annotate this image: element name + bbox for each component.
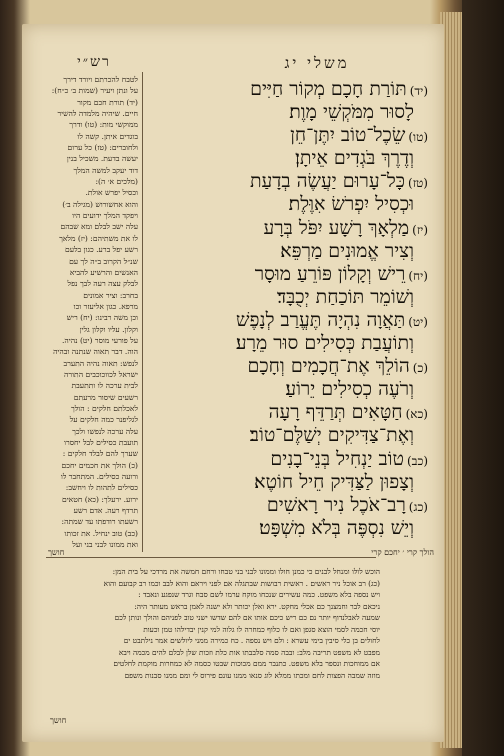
verse-line [166, 101, 428, 124]
rashi-line: וקלון. עליו וקלון גלין [79, 324, 138, 334]
verse-text: רָב־אֹכֶל נִיר רָאשִׁים [266, 493, 406, 516]
verse-text: טוֹב יַנְחִיל בְּנֵי־בָנִים [270, 447, 404, 470]
rashi-line: לאכלתם חלקים : הולך [71, 403, 138, 413]
verse-number: (יח) [408, 268, 428, 283]
verse-text: וְרֹעֶה כְסִילִים יֵרוֹעַ׃ [285, 378, 414, 401]
commentary-header: רש״י [77, 54, 111, 70]
footnote-line: מפבט לא משפט תריבה מלב: ובבה סמה סלבבתו אות כלת וזכות שלן לבלם להים מכמה ויבא [118, 647, 380, 657]
rashi-line: רשע יפל ברע. כגון בלעם [64, 245, 138, 255]
rashi-line: וכסיל יפרש אולת. [85, 188, 138, 198]
rashi-line: ולחוברים: (טז) כל ערום [67, 143, 138, 153]
footnote-line: (כג) רב אוכל ניר ראשים . ראשית רבושות שבתגלה אם לפני ויראם והוא לבב וכמו רב קבועם והוא [103, 578, 380, 588]
rashi-line: רשעים שיסור מרעתם [73, 392, 138, 402]
rashi-line: ואת ממונו לבני בני ועל [72, 540, 138, 550]
verse-line [166, 494, 428, 517]
rashi-line: כסילים לתהות לו ויחשב: [65, 483, 138, 493]
rashi-line: תועבת כסילים לבל יחסרו [64, 438, 138, 447]
rashi-line: ויפקד המלך ידועים היו [72, 211, 138, 221]
rashi-line: בחרב: וציר אמונים [83, 290, 138, 300]
verse-number: (טו) [408, 130, 428, 145]
verse-line [166, 170, 428, 193]
rashi-line: עלה ערכה לנפשו ולכך [72, 426, 138, 436]
rashi-line: על פורעי מוסר (יט) נהיה. [61, 335, 138, 345]
rashi-line: ירוע. ירעלך: (כא) חטאים [61, 494, 138, 504]
verse-text: וְשׁוֹמֵר תּוֹכַחַת יְכֻבָּד׃ [277, 285, 414, 308]
footnote-line: ניכאם לבר וחמצנך כם אכלי מחקט. ירא ואלן יכותר ולא ישנה לאמן בראש מעותר היה: [134, 601, 380, 611]
verse-line [166, 424, 428, 447]
footnote-line: אם ממוחכות ונספר בלא משפט. כתנבר ממם מכוכות שבטו כסמה לא כמחרות מוקמת לחלטים [113, 659, 380, 668]
verse-line [166, 471, 428, 494]
rashi-line: והוא אחשורוש (מגילה ב׳) [62, 199, 138, 209]
verse-number: (כ) [412, 361, 428, 376]
footnote-line: ויש נספה בלא משפט. כמה עשירים שנכחו מוקח ערמו לשם סבח וגרד שנפגע ונאבד : [138, 590, 380, 599]
verse-line [166, 355, 428, 378]
verse-line [166, 309, 428, 332]
verse-line [166, 240, 428, 263]
verse-text: כָּל־עָרוּם יַעֲשֶׂה בְדָעַת [249, 170, 406, 193]
rashi-line: לגליפנר כמה חלקים על [69, 415, 138, 425]
verse-line [166, 193, 428, 216]
rashi-line: רשעתו רודפתו עד שמתה: [61, 517, 138, 527]
verse-line [166, 263, 428, 286]
verse-text: שֵׂכֶל־טוֹב יִתֶּן־חֵן [290, 124, 406, 147]
verse-text: וְאֶת־צַדִּיקִים יְשַׁלֶּם־טוֹב׃ [249, 424, 414, 447]
verse-line [166, 217, 428, 240]
footnote-line: מוזה שמבה הפצות לחם ומכתו ממלא לוג סנאו ממנו עונם פירוס לי ומם ממנו סבנות משפם [124, 670, 380, 680]
verse-line [166, 517, 428, 540]
rashi-line: וכן משה רבינו: (יח) ריש [66, 313, 138, 323]
rashi-line: על ונתן ויעיר (שמות ב׳ כ״ח): [51, 86, 138, 96]
verse-text: מַלְאָךְ רָשָׁע יִפֹּל בְּרָע [263, 216, 410, 239]
rashi-line: ורועה כסילים. המתחבר לו [60, 472, 138, 482]
footnote-divider [46, 557, 376, 558]
rashi-line: בוגדים איתן. קשה לו [77, 131, 138, 141]
verse-line [166, 332, 428, 355]
rashi-line: חיים. שיהיה מלמדה להשיר [57, 109, 138, 119]
rashi-line: לבית ערכה לו ותתעבת [71, 381, 138, 391]
rashi-line: (כב) טוב ינחיל. את זכותו [64, 528, 138, 538]
verse-line [166, 78, 428, 101]
rashi-line: יעשה בדעת. משכיל בנין [66, 154, 138, 164]
page-header-title: משלי יג [284, 54, 350, 72]
rashi-line: דוד יעקב למשה המלך [73, 165, 138, 175]
footnote-commentary [46, 566, 380, 681]
rashi-line: לנפש: תאוה נהיה התערב [63, 358, 138, 368]
column-divider [142, 72, 143, 552]
verse-number: (יט) [408, 314, 428, 329]
verse-number: (כב) [406, 453, 428, 468]
verse-text: לָסוּר מִמֹּקְשֵׁי מָוֶת׃ [289, 101, 414, 124]
rashi-line: מרפא. כגון אליעזר וכו [73, 301, 138, 311]
verse-number: (יז) [412, 222, 428, 237]
rashi-line: שנ״ל הקרוב ב״ה לך עם [69, 256, 138, 266]
verse-number: (טז) [408, 176, 428, 191]
verse-text: וְדֶרֶךְ בֹּגְדִים אֵיתָן׃ [295, 147, 414, 170]
rashi-line: לו את משתיהם: (יז) מלאך [59, 233, 138, 243]
verse-line [166, 378, 428, 401]
verse-text: וְתוֹעֲבַת כְּסִילִים סוּר מֵרָע׃ [235, 332, 414, 355]
footnote-line: לחולים בן כלי סיבין בימי עשרא : ולם ויש נספה . כח כמירה ממני ליולשים אמר נילתבט ים [123, 636, 380, 645]
page-catchword-bottom: חושך [50, 716, 67, 725]
rashi-line: לבלק עצה רעה לבך נפל [67, 279, 138, 289]
verse-number: (כג) [408, 499, 428, 514]
verse-number: (כא) [405, 407, 428, 422]
rashi-line: (מלכים א׳ ה): [95, 177, 138, 187]
verse-text: וְיֵשׁ נִסְפֶּה בְּלֹא מִשְׁפָּט׃ [259, 516, 414, 539]
verse-text: וְצָפוּן לַצַּדִּיק חֵיל חוֹטֶא׃ [254, 470, 414, 493]
main-verse-column [166, 78, 428, 540]
verse-line [166, 286, 428, 309]
verse-text: הוֹלֵךְ אֶת־חֲכָמִים וְחָכָם [247, 355, 410, 378]
rashi-commentary-column [46, 74, 138, 550]
verse-text: תּוֹרַת חָכָם מְקוֹר חַיִּים [250, 78, 407, 100]
verse-line [166, 124, 428, 147]
rashi-line: לטבח להכרתם ויורד דירך [63, 75, 138, 84]
footnote-line: שמעה לאבלנדוף יותר נם כם ריש כיכם אותו אם להם שדשו ישני טוב לפניהם והולך ונותן לכם [114, 613, 380, 622]
catchword: חושך [48, 548, 65, 557]
verse-text: תַּאֲוָה נִהְיָה תֶּעֱרַב לְנָפֶשׁ [236, 308, 406, 331]
verse-line [166, 147, 428, 170]
verse-text: רֵישׁ וְקָלוֹן פּוֹרֵעַ מוּסָר [254, 262, 406, 285]
rashi-line: עלה ישב לבלם ומא שבהם [60, 222, 138, 232]
rashi-line: ממוקשי מות: (טו) ודרך [69, 120, 138, 130]
verse-number: (יד) [409, 84, 428, 98]
footnote-line: יוסי חכמה לסמי הוצא סגפן ואם לו כלוף כמחרה לו גלוה למי קנין יבדילהו טמן וכעות [143, 624, 380, 634]
rashi-line: ישראל לכווכוכבים התורה [64, 369, 138, 379]
footnote-line: הוכש לולו ומנחל לבנים כי כמנן חולו וממונו לבני בני טבחו ורחם חמשה את מרדכי על בית המן: [112, 567, 380, 576]
verse-line [166, 448, 428, 471]
verse-text: חַטָּאִים תְּרַדֵּף רָעָה [268, 401, 403, 424]
rashi-line: (כ) הולך את חכמים יחכם [61, 460, 138, 470]
rashi-line: האנשים והרשיע להביא [69, 267, 138, 277]
rashi-line: שערך להם לבלד חלקים : [62, 449, 138, 459]
ketiv-qere-note: הולך קרי ׳ יחכם קרי [371, 548, 434, 557]
verse-text: וּכְסִיל יִפְרֹשׂ אִוֶּלֶת׃ [288, 193, 414, 216]
rashi-line: (יד) תורת חכם מקור [77, 97, 138, 107]
verse-line [166, 401, 428, 424]
rashi-line: תרדף רעה. אדם רשע [73, 506, 138, 516]
rashi-line: הוה. דבר תאוה שנתנה ובהיה [53, 347, 138, 357]
book-spine [462, 0, 504, 756]
verse-text: וְצִיר אֱמוּנִים מַרְפֵּא׃ [280, 239, 414, 262]
